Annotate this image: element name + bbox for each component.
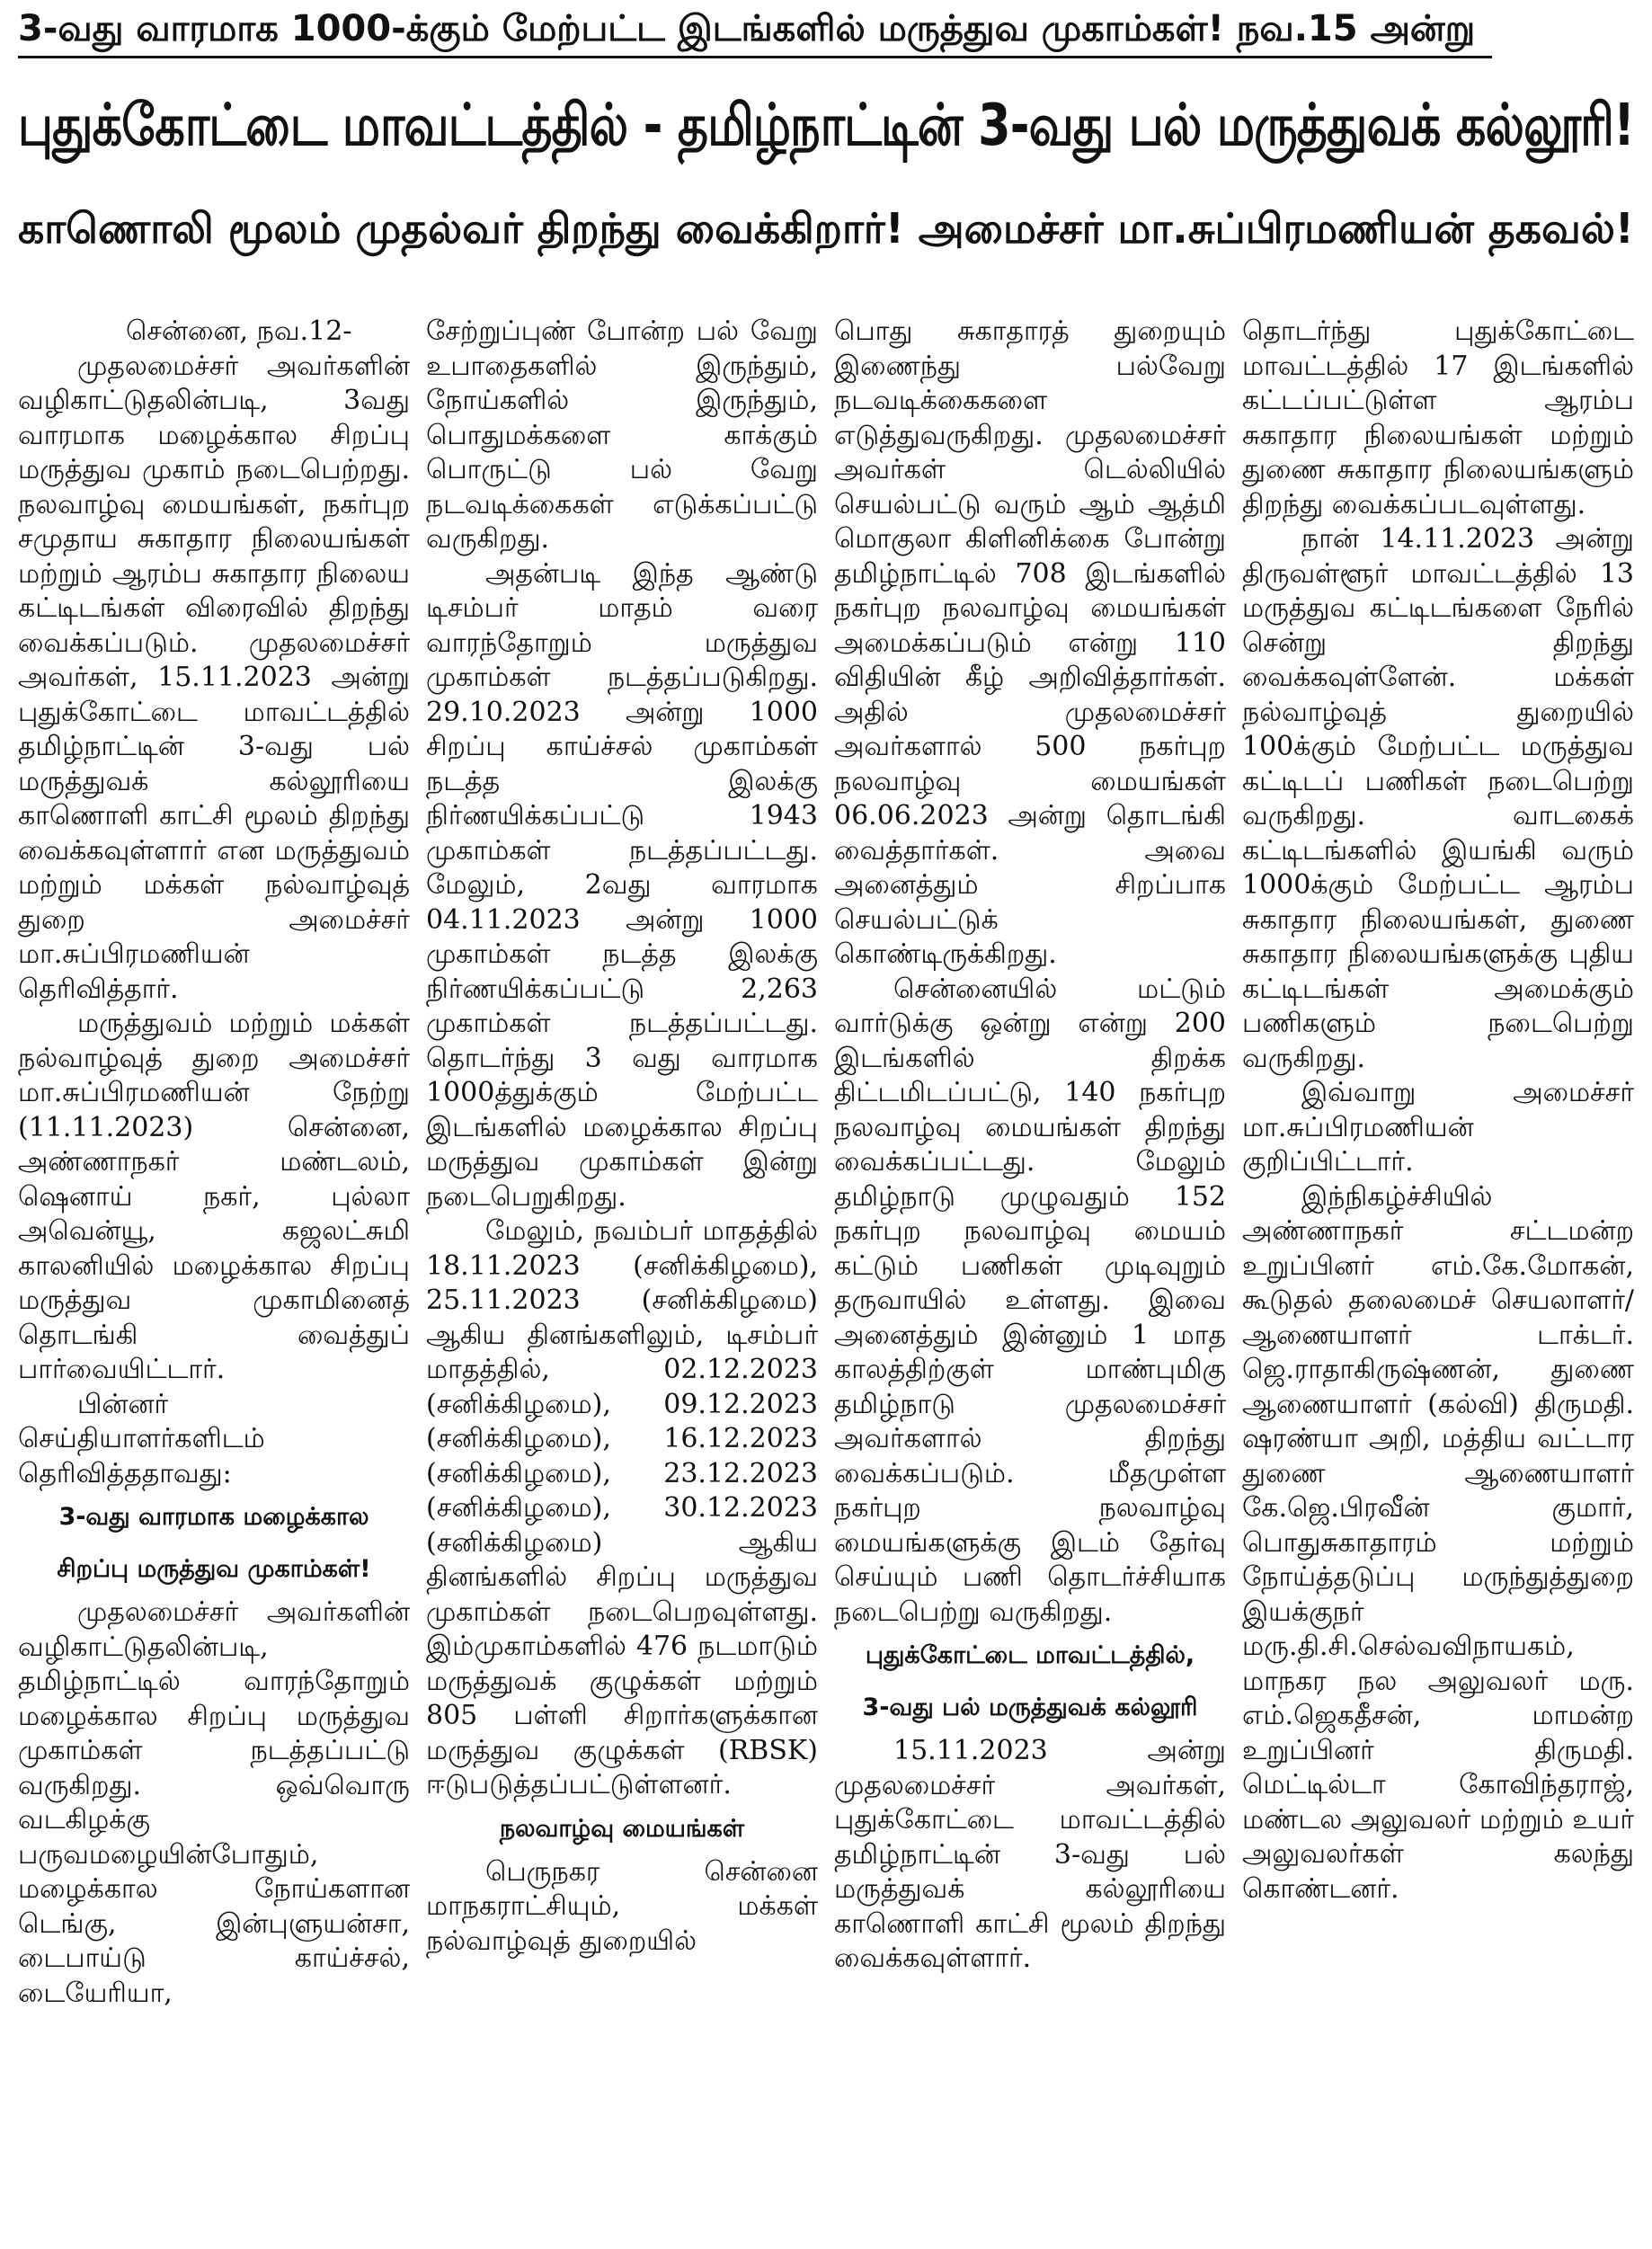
section-subtitle: புதுக்கோட்டை மாவட்டத்தில், xyxy=(865,1641,1195,1669)
paragraph: சென்னையில் மட்டும் வார்டுக்கு ஒன்று என்று 200 இடங்களில் திறக்க திட்டமிடப்பட்டு, 140 நகர்புற நலவாழ்வு மையங்கள் திறந்து வைக்கப்பட்டது. மேலும் தமிழ்நாடு முழுவதும் 152 நகர்புற நலவாழ்வு மையம் கட்டும் பணிகள் முடிவுறும் தருவாயில் உள்ளது. இவை அனைத்தும் இன்னும் 1 மாத காலத்திற்குள் மாண்புமிகு தமிழ்நாடு முதலமைச்சர் அவர்களால் திறந்து வைக்கப்படும். மீதமுள்ள நகர்புற நலவாழ்வு மையங்களுக்கு இடம் தேர்வு செய்யும் பணி தொடர்ச்சியாக நடைபெற்று வருகிறது. xyxy=(834,973,1226,1628)
paragraph: பெருநகர சென்னை மாநகராட்சியும், மக்கள் நல்வாழ்வுத் துறையில் xyxy=(426,1855,818,1957)
paragraph: 15.11.2023 அன்று முதலமைச்சர் அவர்கள், புதுக்கோட்டை மாவட்டத்தில் தமிழ்நாட்டின் 3-வது பல் மருத்துவக் கல்லூரியை காணொளி காட்சி மூலம் திறந்து வைக்கவுள்ளார். xyxy=(834,1735,1226,1974)
paragraph: நான் 14.11.2023 அன்று திருவள்ளூர் மாவட்டத்தில் 13 மருத்துவ கட்டிடங்களை நேரில் சென்று திறந்து வைக்கவுள்ளேன். மக்கள் நல்வாழ்வுத் துறையில் 100க்கும் மேற்பட்ட மருத்துவ கட்டிடப் பணிகள் நடைபெற்று வருகிறது. வாடகைக் கட்டிடங்களில் இயங்கி வரும் 1000க்கும் மேற்பட்ட ஆரம்ப சுகாதார நிலையங்கள், துணை சுகாதார நிலையங்களுக்கு புதிய கட்டிடங்கள் அமைக்கும் பணிகளும் நடைபெற்று வருகிறது. xyxy=(1242,523,1634,1074)
column-2 xyxy=(426,315,818,2243)
paragraph: இந்நிகழ்ச்சியில் அண்ணாநகர் சட்டமன்ற உறுப்பினர் எம்.கே.மோகன், கூடுதல் தலைமைச் செயலாளர்/ஆணையாளர் டாக்டர். ஜெ.ராதாகிருஷ்ணன், துணை ஆணையாளர் (கல்வி) திருமதி. ஷரண்யா அறி, மத்திய வட்டார துணை ஆணையாளர் கே.ஜெ.பிரவீன் குமார், பொதுசுகாதாரம் மற்றும் நோய்த்தடுப்பு மருந்துத்துறை இயக்குநர் மரு.தி.சி.செல்வவிநாயகம், மாநகர நல அலுவலர் மரு. எம்.ஜெகதீசன், மாமன்ற உறுப்பினர் திருமதி. மெட்டில்டா கோவிந்தராஜ், மண்டல அலுவலர் மற்றும் உயர் அலுவலர்கள் கலந்து கொண்டனர். xyxy=(1242,1180,1634,1905)
paragraph: சேற்றுப்புண் போன்ற பல் வேறு உபாதைகளில் இருந்தும், நோய்களில் இருந்தும், பொதுமக்களை காக்கும் பொருட்டு பல் வேறு நடவடிக்கைகள் எடுக்கப்பட்டு வருகிறது. xyxy=(426,316,818,555)
dateline: சென்னை, நவ.12- xyxy=(126,316,352,347)
paragraph: முதலமைச்சர் அவர்களின் வழிகாட்டுதலின்படி, 3வது வாரமாக மழைக்கால சிறப்பு மருத்துவ முகாம் நடைபெற்றது. நலவாழ்வு மையங்கள், நகர்புற சமுதாய சுகாதார நிலையங்கள் மற்றும் ஆரம்ப சுகாதார நிலைய கட்டிடங்கள் விரைவில் திறந்து வைக்கப்படும். முதலமைச்சர் அவர்கள், 15.11.2023 அன்று புதுக்கோட்டை மாவட்டத்தில் தமிழ்நாட்டின் 3-வது பல் மருத்துவக் கல்லூரியை காணொளி காட்சி மூலம் திறந்து வைக்கவுள்ளார் என மருத்துவம் மற்றும் மக்கள் நல்வாழ்வுத் துறை அமைச்சர் மா.சுப்பிரமணியன் தெரிவித்தார். xyxy=(18,350,410,1005)
section-subtitle: நலவாழ்வு மையங்கள் xyxy=(499,1814,745,1843)
paragraph: இவ்வாறு அமைச்சர் மா.சுப்பிரமணியன் குறிப்பிட்டார். xyxy=(1242,1077,1634,1178)
paragraph: தொடர்ந்து புதுக்கோட்டை மாவட்டத்தில் 17 இடங்களில் கட்டப்பட்டுள்ள ஆரம்ப சுகாதார நிலையங்கள் மற்றும் துணை சுகாதார நிலையங்களும் திறந்து வைக்கப்படவுள்ளது. xyxy=(1242,316,1634,520)
paragraph: அதன்படி இந்த ஆண்டு டிசம்பர் மாதம் வரை வாரந்தோறும் மருத்துவ முகாம்கள் நடத்தப்படுகிறது. 29.10.2023 அன்று 1000 சிறப்பு காய்ச்சல் முகாம்கள் நடத்த இலக்கு நிர்ணயிக்கப்பட்டு 1943 முகாம்கள் நடத்தப்பட்டது. மேலும், 2வது வாரமாக 04.11.2023 அன்று 1000 முகாம்கள் நடத்த இலக்கு நிர்ணயிக்கப்பட்டு 2,263 முகாம்கள் நடத்தப்பட்டது. தொடர்ந்து 3 வது வாரமாக 1000த்துக்கும் மேற்பட்ட இடங்களில் மழைக்கால சிறப்பு மருத்துவ முகாம்கள் இன்று நடைபெறுகிறது. xyxy=(426,557,818,1213)
paragraph: முதலமைச்சர் அவர்களின் வழிகாட்டுதலின்படி, தமிழ்நாட்டில் வாரந்தோறும் மழைக்கால சிறப்பு மருத்துவ முகாம்கள் நடத்தப்பட்டு வருகிறது. ஒவ்வொரு வடகிழக்கு பருவமழையின்போதும், மழைக்கால நோய்களான டெங்கு, இன்புளுயன்சா, டைபாய்டு காய்ச்சல், டையேரியா, xyxy=(18,1596,410,2009)
subheadline: காணொலி மூலம் முதல்வர் திறந்து வைக்கிறார்! அமைச்சர் மா.சுப்பிரமணியன் தகவல்! xyxy=(18,204,1634,253)
column-1 xyxy=(18,315,410,2243)
section-subtitle: சிறப்பு மருத்துவ முகாம்கள்! xyxy=(57,1555,371,1583)
section-subtitle: 3-வது பல் மருத்துவக் கல்லூரி xyxy=(862,1693,1198,1721)
paragraph: மருத்துவம் மற்றும் மக்கள் நல்வாழ்வுத் துறை அமைச்சர் மா.சுப்பிரமணியன் நேற்று (11.11.2023) சென்னை, அண்ணாநகர் மண்டலம், ஷெனாய் நகர், புல்லா அவென்யூ, கஜலட்சுமி காலனியில் மழைக்கால சிறப்பு மருத்துவ முகாமினைத் தொடங்கி வைத்துப் பார்வையிட்டார். xyxy=(18,1008,410,1385)
kicker-underline xyxy=(18,56,1492,58)
paragraph: பின்னர் செய்தியாளர்களிடம் தெரிவித்ததாவது: xyxy=(18,1388,265,1489)
headline: புதுக்கோட்டை மாவட்டத்தில் - தமிழ்நாட்டின் 3-வது பல் மருத்துவக் கல்லூரி! xyxy=(18,93,1635,159)
article-columns xyxy=(18,315,1634,2243)
kicker-line: 3-வது வாரமாக 1000-க்கும் மேற்பட்ட இடங்களில் மருத்துவ முகாம்கள்! நவ.15 அன்று xyxy=(18,8,1476,49)
column-4 xyxy=(1242,315,1634,2243)
paragraph: மேலும், நவம்பர் மாதத்தில் 18.11.2023 (சனிக்கிழமை), 25.11.2023 (சனிக்கிழமை) ஆகிய தினங்களிலும், டிசம்பர் மாதத்தில், 02.12.2023 (சனிக்கிழமை), 09.12.2023 (சனிக்கிழமை), 16.12.2023 (சனிக்கிழமை), 23.12.2023 (சனிக்கிழமை), 30.12.2023 (சனிக்கிழமை) ஆகிய தினங்களில் சிறப்பு மருத்துவ முகாம்கள் நடைபெறவுள்ளது. இம்முகாம்களில் 476 நடமாடும் மருத்துவக் குழுக்கள் மற்றும் 805 பள்ளி சிறார்களுக்கான மருத்துவ குழுக்கள் (RBSK) ஈடுபடுத்தப்பட்டுள்ளனர். xyxy=(426,1215,818,1800)
column-3 xyxy=(834,315,1226,2243)
section-subtitle: 3-வது வாரமாக மழைக்கால xyxy=(58,1503,369,1531)
paragraph: பொது சுகாதாரத் துறையும் இணைந்து பல்வேறு நடவடிக்கைகளை எடுத்துவருகிறது. முதலமைச்சர் அவர்கள் டெல்லியில் செயல்பட்டு வரும் ஆம் ஆத்மி மொகுலா கிளினிக்கை போன்று தமிழ்நாட்டில் 708 இடங்களில் நகர்புற நலவாழ்வு மையங்கள் அமைக்கப்படும் என்று 110 விதியின் கீழ் அறிவித்தார்கள். அதில் முதலமைச்சர் அவர்களால் 500 நகர்புற நலவாழ்வு மையங்கள் 06.06.2023 அன்று தொடங்கி வைத்தார்கள். அவை அனைத்தும் சிறப்பாக செயல்பட்டுக் கொண்டிருக்கிறது. xyxy=(834,316,1226,970)
